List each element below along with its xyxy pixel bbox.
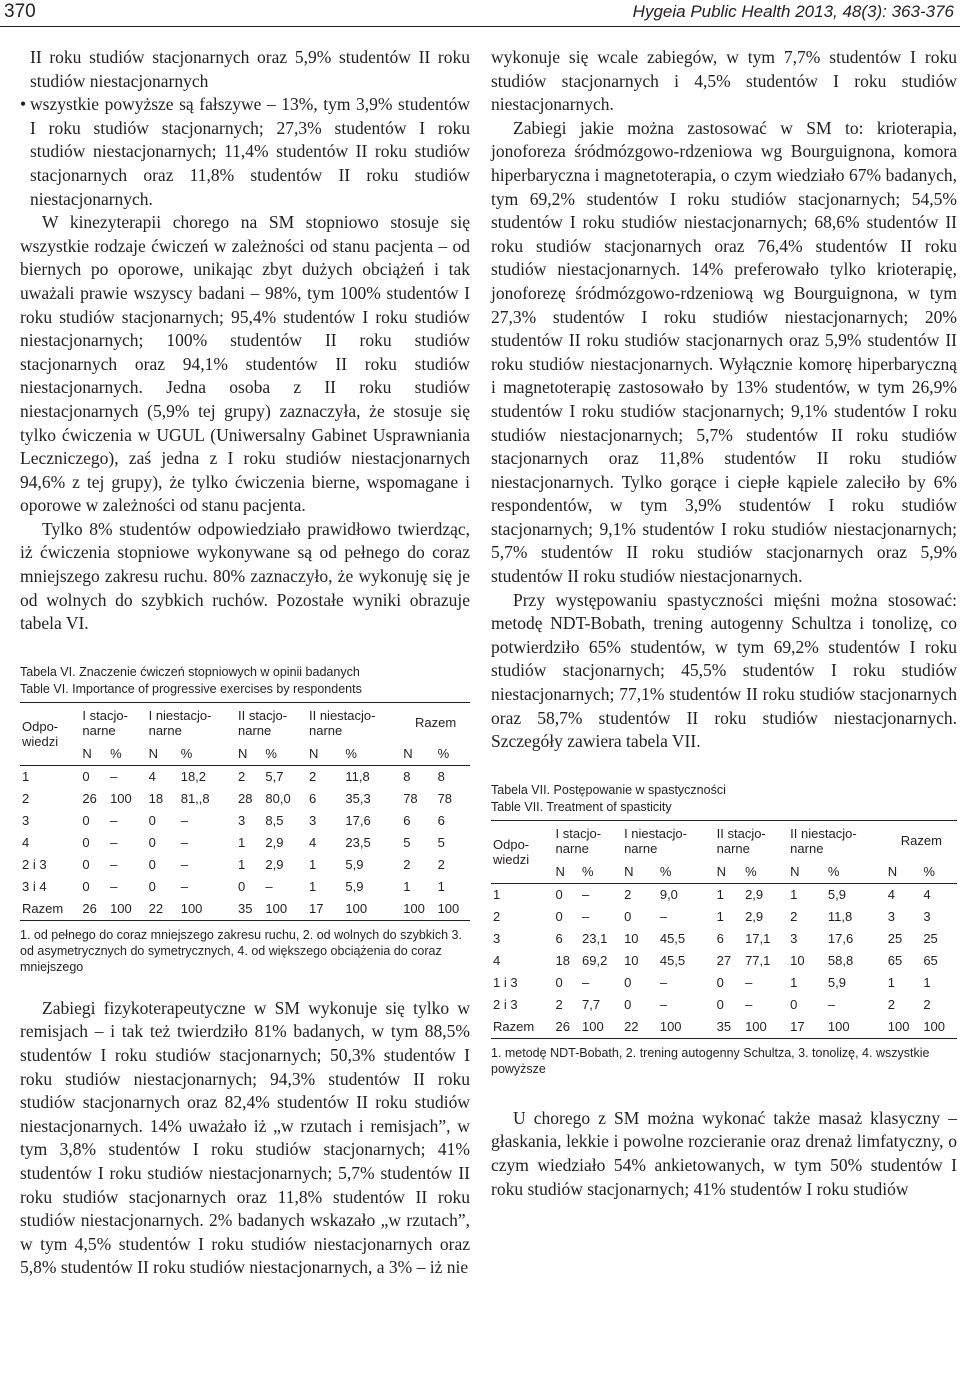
table-cell: 10 [624,931,639,947]
table-cell: 17 [307,898,343,921]
table-cell: 58,8 [827,953,854,969]
table-row-label: 1 [493,887,501,903]
table-cell: 2 [923,997,931,1013]
table-cell: 0 [82,813,90,829]
table-row [491,906,957,928]
table-cell: – [180,857,188,873]
intro-continuation: II roku studiów stacjonarnych oraz 5,9% studentów II roku studiów niestacjonarnych [30,47,470,91]
table-cell: 0 [624,997,632,1013]
table-cell: 100 [110,791,132,807]
table-cell: – [659,909,668,925]
table-cell: 1 [887,975,895,991]
table-cell: 100 [263,898,307,921]
table-cell: 23,5 [345,835,371,851]
table-body [491,883,957,1038]
table-cell: 2,9 [745,909,764,925]
table-cell: 77,1 [745,953,771,969]
table-cell: – [745,975,753,991]
table-subhead: % [437,746,450,762]
table-cell: 18 [148,791,164,807]
table-cell: 10 [790,953,805,969]
table-row [491,883,957,906]
table-cell: 0 [624,975,632,991]
page-number: 370 [4,1,36,22]
table-subhead: N [624,864,634,880]
table-cell: 0 [82,879,90,895]
table-cell: 0 [148,813,156,829]
table-cell: – [659,975,668,991]
table-cell: 17,1 [745,931,771,947]
table-subhead: N [82,746,92,762]
table-cell: – [745,997,753,1013]
table-cell: 1 [437,879,445,895]
table-row-label: 3 i 4 [22,879,47,895]
paragraph-cwiczenia-stopniowe: Tylko 8% studentów odpowiedziało prawidłowo twierdząc, iż ćwiczenia stopniowe wykonywane są od pełnego do coraz mniejszego zakresu ruchu. 80% zaznaczyło, że wykonuję się je od wolnych do szybkich ruchów. Pozostałe wyniki obrazuje tabela VI. [20,518,470,634]
table-group-head: Razem [900,833,942,849]
table-row [20,832,470,854]
table-cell: 78 [403,791,418,807]
left-column [20,46,470,1280]
table-cell: 45,5 [659,931,686,947]
table-cell: 65 [923,953,938,969]
table-cell: 1 [716,909,724,925]
table-subhead: % [745,864,757,880]
table6-caption-pl: Tabela VI. Znaczenie ćwiczeń stopniowych w opinii badanych [20,664,360,679]
table-cell: 6 [716,931,724,947]
table-cell: 100 [743,1016,788,1039]
table-row [491,950,957,972]
table-subhead: N [716,864,727,880]
table7-caption-pl: Tabela VII. Postępowanie w spastyczności [491,782,726,797]
table-cell: 100 [401,898,435,921]
right-column [491,46,957,1201]
table-group-head: I niestacjo- narne [624,825,687,856]
table-cell: 2,9 [265,835,284,851]
table-cell: 1 [308,879,317,895]
table-cell: 0 [82,857,90,873]
table-cell: 2 [790,909,798,925]
table-cell: 2,9 [745,887,764,903]
paragraph-zabiegi-sm: Zabiegi jakie można zastosować w SM to: krioterapia, jonoforeza śródmózgowo-rdzeniowa wg Bourguignona, komora hiperbaryczna i magnetoterapia, o czym wiedziało 67% badanych, tym 69,2% studentów I roku studiów stacjonarnych; 54,5% studentów I roku studiów niestacjonarnych; 68,6% studentów II roku studiów stacjonarnych oraz 76,4% studentów II roku studiów niestacjonarnych. 14% preferowało tylko krioterapię, jonoforezę śródmózgowo-rdzeniową wg Bourguignona, w tym 27,3% studentów I roku studiów niestacjonarnych; 20% studentów II roku studiów stacjonarnych oraz 5,9% studentów II roku studiów niestacjonarnych. Wyłącznie komorę hiperbaryczną i magnetoterapię zastosowało by 13% studentów, w tym 26,9% studentów I roku studiów stacjonarnych; 9,1% studentów I roku studiów niestacjonarnych; 5,7% studentów II roku studiów stacjonarnych oraz 11,8% studentów II roku studiów niestacjonarnych. Tylko gorące i ciepłe kąpiele zaleciło by 6% respondentów, w tym 3,9% studentów I roku studiów stacjonarnych; 9,1% studentów I roku studiów niestacjonarnych; 5,7% studentów II roku studiów stacjonarnych oraz 5,9% studentów II roku studiów niestacjonarnych. [491,117,957,587]
table-vii [491,820,957,1039]
table-cell: – [659,997,668,1013]
table-cell: – [180,879,188,895]
table-cell: 8 [403,769,411,785]
table-cell: – [180,813,188,829]
table-subhead: % [659,864,672,880]
table-cell: 2 [887,997,895,1013]
table-cell: – [827,997,836,1013]
table-cell: 2 [555,997,563,1013]
table-cell: 6 [403,813,411,829]
table-cell: 80,0 [265,791,291,807]
table-cell: 22 [622,1016,658,1039]
table-cell: 5,7 [265,769,284,785]
table-cell: 26 [554,1016,580,1039]
table-group-head: II stacjo- narne [237,707,288,738]
table-cell: 1 [790,887,798,903]
table-cell: 100 [436,898,470,921]
table-cell: 4 [923,887,931,903]
table-row-label: 3 [22,813,30,829]
table-group-head: Razem [415,715,457,731]
table-cell: – [265,879,273,895]
table-row-label: 2 i 3 [493,997,518,1013]
table-cell: 22 [147,898,179,921]
table-cell: 4 [887,887,895,903]
table-subhead-row [491,861,957,884]
table-subhead: N [555,864,565,880]
table-cell: 17,6 [827,931,854,947]
table-cell: 3 [237,813,246,829]
table-row-label: 1 i 3 [493,975,518,991]
table-row [20,810,470,832]
table-cell: – [582,975,590,991]
table-subhead: N [790,864,800,880]
table-cell: – [180,835,188,851]
table-subhead: N [237,746,248,762]
table-cell: 0 [716,975,724,991]
table-cell: 26 [82,791,97,807]
table-cell: 25 [887,931,903,947]
table-cell: 0 [790,997,798,1013]
paragraph-masaz: U chorego z SM można wykonać także masaż klasyczny – głaskania, lekkie i powolne rozcieranie oraz drenaż limfatyczny, o czym wiedziało 54% ankietowanych, w tym 50% studentów I roku studiów stacjonarnych; 41% studentów I roku studiów [491,1107,957,1199]
table-subhead: N [148,746,158,762]
table-row-label: 4 [493,953,501,969]
table-cell: 2 [624,887,632,903]
table-cell: 5,9 [827,887,846,903]
table-cell: – [110,857,118,873]
table-row-label: Razem [491,1016,554,1039]
table-cell: – [582,909,590,925]
table-cell: 0 [555,887,563,903]
table-cell: 5 [437,835,445,851]
table-cell: 11,8 [345,769,370,785]
table-cell: 69,2 [582,953,608,969]
table-subhead: % [265,746,277,762]
table-cell: 0 [82,769,90,785]
table-row-label: 2 i 3 [22,857,47,873]
table-cell: 100 [580,1016,622,1039]
table-cell: – [110,879,118,895]
table-cell: 17 [788,1016,826,1039]
table-cell: 81,,8 [180,791,210,807]
table-cell: 35,3 [345,791,371,807]
table6-caption-en: Table VI. Importance of progressive exercises by respondents [20,681,362,696]
table-row-label: 3 [493,931,501,947]
table-cell: 9,0 [659,887,678,903]
table-cell: – [110,813,118,829]
table-cell: 7,7 [582,997,601,1013]
table-cell: 5,9 [345,857,364,873]
table-subhead: % [180,746,193,762]
table6-note: 1. od pełnego do coraz mniejszego zakresu ruchu, 2. od wolnych do szybkich 3. od asymetrycznych do symetrycznych, 4. od większego obciążenia do coraz mniejszego [20,927,462,974]
table-cell: 78 [437,791,453,807]
table7-caption-en: Table VII. Treatment of spasticity [491,799,672,814]
page-header [0,0,960,27]
table-subhead-row [20,743,470,766]
table-cell: 1 [923,975,931,991]
table-cell: 3 [887,909,895,925]
table-group-head: I stacjo- narne [555,825,602,856]
table-cell: 2 [237,769,246,785]
table-cell: – [110,769,118,785]
table-cell: 0 [555,909,563,925]
table-cell: 0 [148,857,156,873]
table-row [491,972,957,994]
table-subhead: % [827,864,840,880]
table-cell: 0 [555,975,563,991]
table-cell: 1 [308,857,317,873]
bullet-icon: • [20,94,27,115]
table-cell: – [110,835,118,851]
table-cell: 3 [308,813,317,829]
table-cell: 4 [308,835,317,851]
table-cell: 18,2 [180,769,207,785]
table-subhead: N [887,864,898,880]
table-row [491,928,957,950]
table-cell: 5,9 [827,975,846,991]
table-cell: 1 [403,879,411,895]
table-cell: 8 [437,769,445,785]
table-cell: 35 [715,1016,743,1039]
table-cell: 100 [886,1016,922,1039]
table-vi [20,702,470,921]
table-row-label: Razem [20,898,80,921]
table-row-label: 4 [22,835,30,851]
table-cell: 1 [790,975,798,991]
table-cell: 1 [716,887,724,903]
table-cell: 1 [237,857,246,873]
table-cell: 2,9 [265,857,284,873]
table-cell: 100 [658,1016,715,1039]
table-cell: 25 [923,931,938,947]
table-cell: 0 [148,879,156,895]
table-cell: 27 [716,953,732,969]
table-row-label: 2 [493,909,501,925]
table-subhead: % [110,746,122,762]
table-cell: 45,5 [659,953,686,969]
table-cell: 0 [148,835,156,851]
table-subhead: N [403,746,413,762]
table-cell: 3 [790,931,798,947]
journal-citation: Hygeia Public Health 2013, 48(3): 363-376 [632,2,954,21]
table-body [20,765,470,920]
table-cell: 23,1 [582,931,608,947]
table-cell: 100 [343,898,401,921]
table-row [20,854,470,876]
table-group-head: I stacjo- narne [82,707,128,738]
paragraph-kinezyterapia: W kinezyterapii chorego na SM stopniowo stosuje się wszystkie rodzaje ćwiczeń w zależności od stanu pacjenta – od biernych po oporowe, unikając zbyt dużych obciążeń i tak uważali prawie wszyscy badani – 98%, tym 100% studentów I roku studiów stacjonarnych; 95,4% studentów I roku studiów niestacjonarnych; 100% studentów II roku studiów stacjonarnych oraz 94,1% studentów II roku studiów niestacjonarnych. Jedna osoba z II roku studiów niestacjonarnych (5,9% tej grupy) zaznaczyła, że stosuje się tylko ćwiczenia w UGUL (Uniwersalny Gabinet Usprawniania Leczniczego), zaś jedna z I roku studiów niestacjonarnych 94,6% z tej grupy), że tylko ćwiczenia bierne, wspomagane i oporowe w zależności od stanu pacjenta. [20,212,470,516]
table-cell: 18 [555,953,571,969]
table-cell: 0 [237,879,246,895]
table-cell: 26 [80,898,108,921]
table-subhead: % [582,864,594,880]
table-cell: 28 [237,791,253,807]
table-group-head: II stacjo- narne [716,825,766,856]
table-cell: 2 [403,857,411,873]
table-row-label: 2 [22,791,30,807]
table-cell: – [582,887,590,903]
paragraph-fizykoterapia: Zabiegi fizykoterapeutyczne w SM wykonuje się tylko w remisjach – i tak też twierdziło 81% badanych, w tym 88,5% studentów I roku studiów stacjonarnych; 50,3% studentów I roku studiów niestacjonarnych; 94,3% studentów II roku studiów stacjonarnych oraz 82,4% studentów II roku studiów niestacjonarnych. 14% uważało iż „w rzutach i remisjach”, w tym 3,8% studentów I roku studiów stacjonarnych; 41% studentów I roku studiów niestacjonarnych; 5,7% studentów II roku studiów stacjonarnych oraz 11,8% studentów II roku studiów niestacjonarnych. 2% badanych wskazało „w rzutach”, w tym 4,5% studentów I roku studiów niestacjonarnych oraz 5,8% studentów II roku studiów niestacjonarnych, a 3% – iż nie [20,997,470,1278]
table-cell: 100 [826,1016,886,1039]
table-cell: 2 [308,769,317,785]
table-cell: 100 [108,898,147,921]
table-subhead: % [345,746,357,762]
table-cell: 6 [308,791,317,807]
table-group-head: II niestacjo- narne [308,707,376,738]
table-cell: 2 [437,857,445,873]
table-cell: 6 [555,931,563,947]
table-cell: 8,5 [265,813,284,829]
table-cell: 11,8 [827,909,853,925]
table-group-head: I niestacjo- narne [148,707,212,738]
table-subhead: N [308,746,319,762]
paragraph-spastycznosc: Przy występowaniu spastyczności mięśni można stosować: metodę NDT-Bobath, trening autogenny Schultza i tonolizę, co potwierdziło 65% studentów, w tym 69,2% studentów I roku studiów stacjonarnych; 45,5% studentów I roku studiów niestacjonarnych; 77,1% studentów II roku studiów stacjonarnych oraz 58,7% studentów II roku studiów niestacjonarnych. Szczegóły zawiera tabela VII. [491,589,957,752]
table7-note: 1. metodę NDT-Bobath, 2. trening autogenny Schultza, 3. tonolizę, 4. wszystkie powyższe [491,1045,930,1076]
table-row-label: 1 [22,769,30,785]
table-cell: 5,9 [345,879,364,895]
table-cell: 100 [179,898,236,921]
table-cell: 17,6 [345,813,371,829]
paragraph-zabiegi-cont: wykonuje się wcale zabiegów, w tym 7,7% studentów I roku studiów stacjonarnych i 4,5% studentów I roku studiów niestacjonarnych. [491,47,957,115]
table-rowhead: Odpo- wiedzi [22,718,59,749]
table-row [20,898,470,921]
table-cell: 0 [716,997,724,1013]
table-row [20,788,470,810]
table-cell: 6 [437,813,445,829]
bullet-item-text: wszystkie powyższe są fałszywe – 13%, tym 3,9% studentów I roku studiów stacjonarnych; 27,3% studentów I roku studiów niestacjonarnych; 11,4% studentów II roku studiów stacjonarnych oraz 11,8% studentów II roku studiów niestacjonarnych. [30,94,470,209]
table-row [491,1016,957,1039]
table-cell: 100 [921,1016,957,1039]
table-cell: 0 [624,909,632,925]
table-cell: 10 [624,953,639,969]
bullet-item [20,93,470,211]
table-cell: 65 [887,953,903,969]
table-row [20,765,470,788]
bullet-list [20,93,470,211]
table-rowhead: Odpo- wiedzi [493,836,530,867]
table-cell: 3 [923,909,931,925]
table-cell: 5 [403,835,411,851]
table-cell: 35 [236,898,263,921]
table-cell: 1 [237,835,246,851]
table-subhead: % [923,864,935,880]
table-row [20,876,470,898]
table-cell: 0 [82,835,90,851]
table-cell: 4 [148,769,156,785]
table-group-head: II niestacjo- narne [790,825,857,856]
table-row [491,994,957,1016]
